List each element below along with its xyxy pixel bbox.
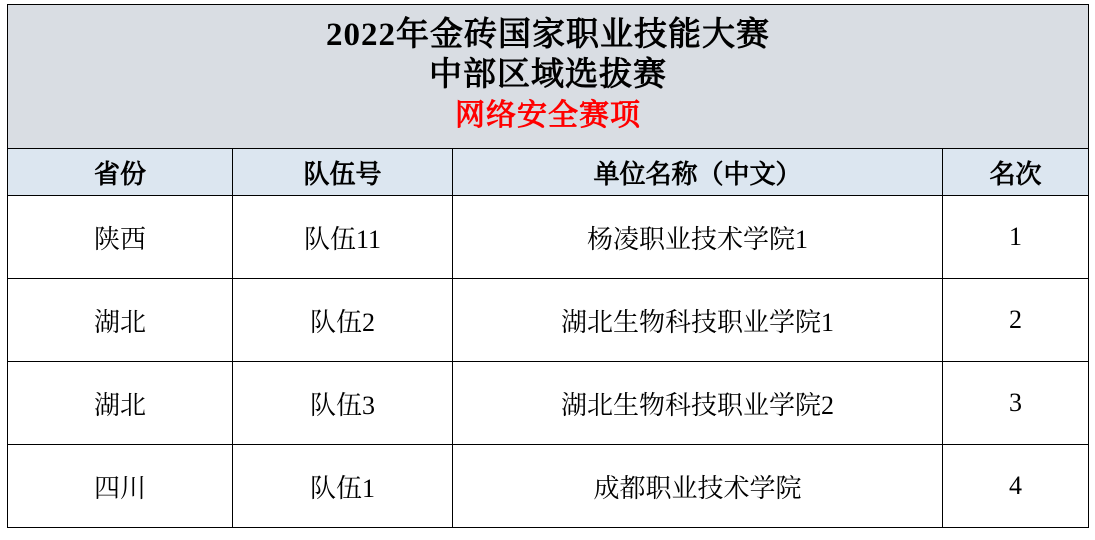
cell-team: 队伍2	[233, 279, 453, 362]
title-line-3-event: 网络安全赛项	[455, 98, 641, 132]
table-row	[8, 362, 1089, 445]
title-line-1: 2022年金砖国家职业技能大赛	[326, 17, 770, 53]
cell-team: 队伍1	[233, 445, 453, 528]
cell-province: 四川	[8, 445, 233, 528]
cell-unit: 湖北生物科技职业学院1	[453, 279, 943, 362]
column-header-rank: 名次	[943, 149, 1089, 196]
cell-province: 湖北	[8, 362, 233, 445]
cell-rank: 1	[943, 196, 1089, 279]
table-header-row	[8, 149, 1089, 196]
cell-province: 湖北	[8, 279, 233, 362]
cell-rank: 4	[943, 445, 1089, 528]
document-title	[8, 5, 1089, 149]
column-header-team: 队伍号	[233, 149, 453, 196]
competition-results-table	[7, 4, 1089, 528]
cell-rank: 2	[943, 279, 1089, 362]
cell-province: 陕西	[8, 196, 233, 279]
cell-team: 队伍11	[233, 196, 453, 279]
table-row	[8, 279, 1089, 362]
cell-rank: 3	[943, 362, 1089, 445]
column-header-province: 省份	[8, 149, 233, 196]
cell-unit: 湖北生物科技职业学院2	[453, 362, 943, 445]
document-sheet	[0, 4, 1095, 540]
table-row	[8, 445, 1089, 528]
table-row	[8, 196, 1089, 279]
cell-team: 队伍3	[233, 362, 453, 445]
cell-unit: 成都职业技术学院	[453, 445, 943, 528]
column-header-unit: 单位名称（中文）	[453, 149, 943, 196]
cell-unit: 杨凌职业技术学院1	[453, 196, 943, 279]
title-row	[8, 5, 1089, 149]
title-line-2: 中部区域选拔赛	[429, 57, 667, 94]
